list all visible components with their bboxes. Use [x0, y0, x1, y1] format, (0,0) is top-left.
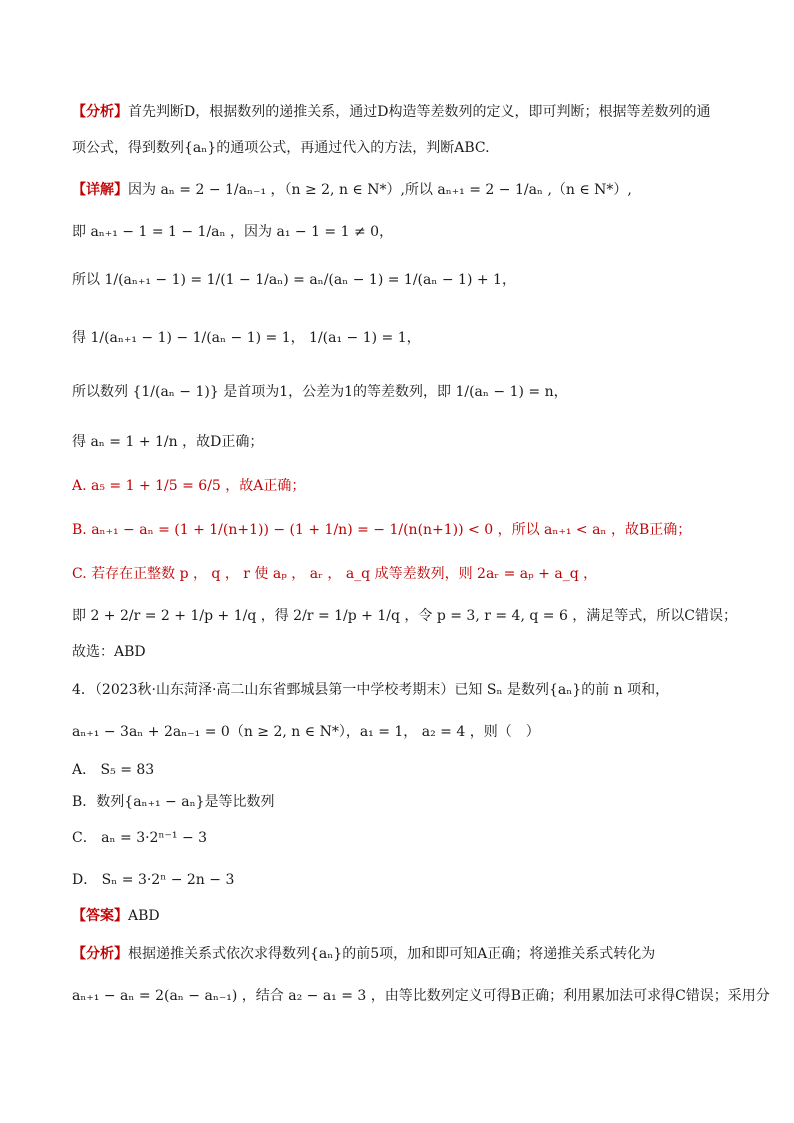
analysis-2-line-2: [72, 986, 770, 1006]
option-c-text: C． aₙ = 3·2ⁿ⁻¹ − 3: [72, 830, 208, 846]
detail-line-10: [72, 606, 738, 626]
analysis-line-1: [72, 102, 734, 122]
analysis-text-1: 首先判断D，根据数列的递推关系，通过D构造等差数列的定义，即可判断；根据等差数列的通: [128, 104, 711, 120]
option-b-text: B．数列{aₙ₊₁ − aₙ}是等比数列: [72, 794, 275, 810]
analysis-line-2: [72, 138, 734, 158]
option-b-check: [72, 520, 734, 540]
detail-line-2: [72, 222, 734, 242]
answer-text: ABD: [128, 908, 160, 924]
detail-line-3: [72, 270, 734, 290]
option-a-text: A． S₅ = 83: [72, 762, 155, 778]
option-c-check: [72, 564, 734, 584]
analysis-2-text-2: aₙ₊₁ − aₙ = 2(aₙ − aₙ₋₁) ，结合 a₂ − a₁ = 3 ，由等比数列定义可得B正确；利用累加法可求得C错误；采用分: [72, 988, 770, 1004]
detail-text-5: 所以数列 {1/(aₙ − 1)} 是首项为1，公差为1的等差数列，即 1/(aₙ − 1) = n，: [72, 384, 568, 400]
question-4-option-d: [72, 870, 734, 890]
detail-line-4: [72, 328, 734, 348]
answer-tag: 【答案】: [72, 908, 128, 924]
detail-text-9: C. 若存在正整数 p ， q ， r 使 aₚ ， aᵣ ， a_q 成等差数列，则 2aᵣ = aₚ + a_q ，: [72, 566, 598, 582]
detail-line-5: [72, 382, 734, 402]
question-4-condition-text: aₙ₊₁ − 3aₙ + 2aₙ₋₁ = 0（n ≥ 2, n ∈ N*），a₁ = 1， a₂ = 4 ，则（ ）: [72, 724, 540, 740]
detail-text-7: A. a₅ = 1 + 1/5 = 6/5 ，故A正确；: [72, 478, 306, 494]
question-4-option-c: [72, 828, 734, 848]
detail-text-10: 即 2 + 2/r = 2 + 1/p + 1/q ，得 2/r = 1/p + 1/q ，令 p = 3, r = 4, q = 6 ，满足等式，所以C错误；: [72, 608, 738, 624]
question-4-text: 4．（2023秋·山东菏泽·高二山东省鄄城县第一中学校考期末）已知 Sₙ 是数列{aₙ}的前 n 项和，: [72, 682, 670, 698]
analysis-text-2: 项公式，得到数列{aₙ}的通项公式，再通过代入的方法，判断ABC.: [72, 140, 490, 156]
option-d-text: D． Sₙ = 3·2ⁿ − 2n − 3: [72, 872, 235, 888]
question-4-option-a: [72, 760, 734, 780]
analysis-2-text-1: 根据递推关系式依次求得数列{aₙ}的前5项，加和即可知A正确；将递推关系式转化为: [128, 946, 656, 962]
final-choice-text: 故选：ABD: [72, 644, 146, 660]
question-4-option-b: [72, 792, 734, 812]
final-choice: [72, 642, 734, 662]
answer-line: [72, 906, 734, 926]
detail-text-3: 所以 1/(aₙ₊₁ − 1) = 1/(1 − 1/aₙ) = aₙ/(aₙ − 1) = 1/(aₙ − 1) + 1，: [72, 272, 516, 288]
question-4-condition: [72, 722, 734, 742]
detail-text-8: B. aₙ₊₁ − aₙ = (1 + 1/(n+1)) − (1 + 1/n) = − 1/(n(n+1)) < 0 ，所以 aₙ₊₁ < aₙ ，故B正确；: [72, 522, 692, 538]
option-a-check: [72, 476, 734, 496]
analysis-tag: 【分析】: [72, 104, 128, 120]
detail-text-1: 因为 aₙ = 2 − 1/aₙ₋₁ ，（n ≥ 2, n ∈ N*）,所以 aₙ₊₁ = 2 − 1/aₙ ,（n ∈ N*）,: [128, 182, 632, 198]
detail-line-1: [72, 180, 734, 200]
detail-text-2: 即 aₙ₊₁ − 1 = 1 − 1/aₙ ，因为 a₁ − 1 = 1 ≠ 0，: [72, 224, 394, 240]
analysis-2-tag: 【分析】: [72, 946, 128, 962]
detail-text-6: 得 aₙ = 1 + 1/n ，故D正确；: [72, 434, 264, 450]
analysis-2-line-1: [72, 944, 734, 964]
detail-tag: 【详解】: [72, 182, 128, 198]
detail-line-6: [72, 432, 734, 452]
question-4-stem: [72, 680, 734, 700]
detail-text-4: 得 1/(aₙ₊₁ − 1) − 1/(aₙ − 1) = 1， 1/(a₁ − 1) = 1，: [72, 330, 421, 346]
